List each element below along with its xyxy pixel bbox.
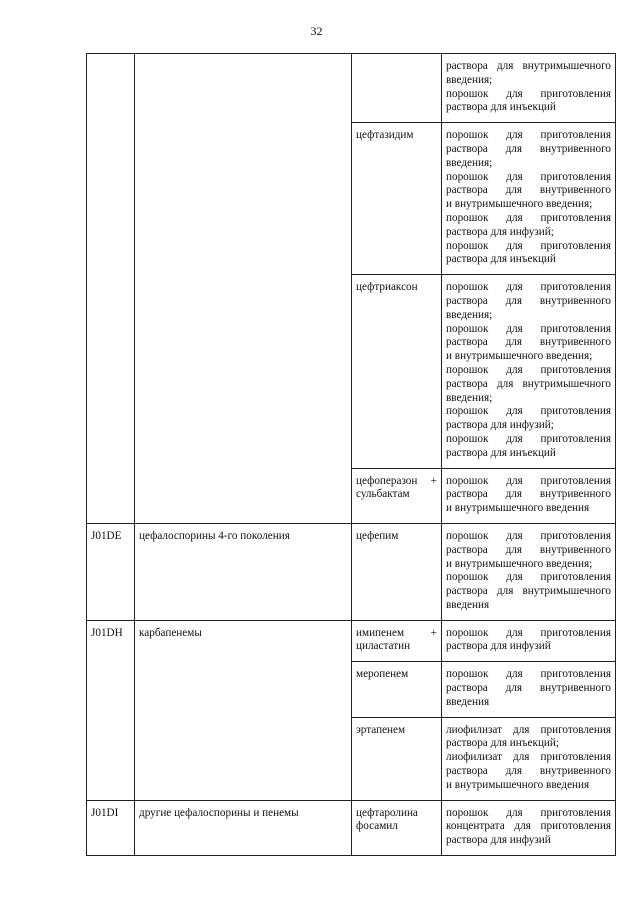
table-row <box>87 523 616 620</box>
drug-name: меропенем <box>356 668 409 681</box>
drug-name-cell <box>352 275 442 468</box>
dosage-form-line: раствора для инъекций <box>446 253 556 266</box>
dosage-form-line: порошок для приготовления <box>446 281 611 294</box>
table-row <box>87 54 616 123</box>
dosage-form-line: введения; <box>446 391 493 404</box>
dosage-form-line: порошок для приготовления <box>446 405 611 418</box>
dosage-form-cell <box>442 468 616 523</box>
drug-name-cell <box>352 523 442 620</box>
dosage-form-line: раствора для внутривенного <box>446 336 611 349</box>
dosage-form-line: порошок для приготовления <box>446 170 611 183</box>
dosage-form-line: введения; <box>446 156 493 169</box>
dosage-form-line: раствора для внутримышечного <box>446 377 611 390</box>
dosage-form-line: раствора для внутримышечного <box>446 60 611 72</box>
dosage-form-line: раствора для внутривенного <box>446 543 611 556</box>
group-name-cell <box>135 54 352 524</box>
dosage-form-line: лиофилизат для приготовления <box>446 751 611 764</box>
dosage-form-line: лиофилизат для приготовления <box>446 723 611 736</box>
dosage-form-line: раствора для инъекций <box>446 446 556 459</box>
drug-name-cell <box>352 662 442 717</box>
dosage-form-line: и внутримышечного введения <box>446 778 590 791</box>
dosage-form-list <box>446 804 611 848</box>
dosage-form-line: введения <box>446 598 490 611</box>
dosage-form-line: и внутримышечного введения; <box>446 557 593 570</box>
drug-name: цефоперазон + сульбактам <box>356 474 437 501</box>
drug-name: цефепим <box>356 529 399 542</box>
table-row <box>87 620 616 662</box>
drug-name <box>356 57 437 60</box>
dosage-form-cell <box>442 523 616 620</box>
dosage-form-cell <box>442 662 616 717</box>
dosage-form-list <box>446 665 611 709</box>
dosage-form-line: порошок для приготовления <box>446 806 611 819</box>
dosage-form-list <box>446 126 611 267</box>
dosage-form-line: раствора для внутривенного <box>446 184 611 197</box>
drug-name: имипенем + циластатин <box>356 626 437 653</box>
dosage-form-line: порошок для приготовления <box>446 363 611 376</box>
dosage-form-line: раствора для инфузий <box>446 834 551 847</box>
drug-name-cell <box>352 468 442 523</box>
dosage-form-line: раствора для внутривенного <box>446 142 611 155</box>
drug-name: цефтаролина фосамил <box>356 806 418 833</box>
drug-table <box>86 53 616 856</box>
dosage-form-list <box>446 624 611 655</box>
table-row <box>87 800 616 855</box>
dosage-form-line: порошок для приготовления <box>446 239 611 252</box>
dosage-form-line: введения <box>446 695 490 708</box>
dosage-form-line: раствора для внутривенного <box>446 765 611 778</box>
dosage-form-list <box>446 721 611 793</box>
dosage-form-line: раствора для инфузий <box>446 640 551 653</box>
atc-code-cell: J01DE <box>87 523 135 620</box>
drug-name-cell <box>352 800 442 855</box>
page-number: 32 <box>310 24 323 38</box>
dosage-form-line: раствора для инфузий; <box>446 225 554 238</box>
dosage-form-line: и внутримышечного введения <box>446 502 590 515</box>
dosage-form-line: порошок для приготовления <box>446 626 611 639</box>
dosage-form-line: введения; <box>446 308 493 321</box>
drug-name-cell <box>352 620 442 662</box>
dosage-form-line: порошок для приготовления <box>446 571 611 584</box>
dosage-form-list <box>446 527 611 613</box>
dosage-form-list <box>446 57 611 115</box>
dosage-form-cell <box>442 717 616 800</box>
dosage-form-cell <box>442 275 616 468</box>
dosage-form-line: порошок для приготовления <box>446 87 611 100</box>
drug-name: эртапенем <box>356 723 406 736</box>
dosage-form-line: порошок для приготовления <box>446 668 611 681</box>
dosage-form-cell <box>442 54 616 123</box>
atc-code-cell: J01DH <box>87 620 135 800</box>
dosage-form-cell <box>442 620 616 662</box>
drug-name: цефтазидим <box>356 129 414 142</box>
group-name-cell: цефалоспорины 4-го поколения <box>135 523 352 620</box>
dosage-form-line: порошок для приготовления <box>446 322 611 335</box>
dosage-form-line: раствора для внутривенного <box>446 294 611 307</box>
dosage-form-cell <box>442 800 616 855</box>
drug-name-cell <box>352 123 442 275</box>
dosage-form-line: раствора для инъекций; <box>446 737 560 750</box>
dosage-form-line: и внутримышечного введения; <box>446 350 593 363</box>
dosage-form-line: порошок для приготовления <box>446 474 611 487</box>
group-name-cell: другие цефалоспорины и пенемы <box>135 800 352 855</box>
atc-code-cell <box>87 54 135 524</box>
dosage-form-line: раствора для внутривенного <box>446 682 611 695</box>
drug-name: цефтриаксон <box>356 281 418 294</box>
dosage-form-line: и внутримышечного введения; <box>446 198 593 211</box>
dosage-form-line: раствора для инъекций <box>446 101 556 114</box>
atc-code-cell: J01DI <box>87 800 135 855</box>
dosage-form-line: введения; <box>446 73 493 86</box>
dosage-form-list <box>446 472 611 516</box>
drug-name-cell <box>352 717 442 800</box>
dosage-form-line: порошок для приготовления <box>446 432 611 445</box>
dosage-form-cell <box>442 123 616 275</box>
dosage-form-line: порошок для приготовления <box>446 211 611 224</box>
dosage-form-line: раствора для инфузий; <box>446 419 554 432</box>
dosage-form-line: раствора для внутривенного <box>446 488 611 501</box>
dosage-form-line: порошок для приготовления <box>446 129 611 142</box>
dosage-form-line: порошок для приготовления <box>446 529 611 542</box>
group-name-cell: карбапенемы <box>135 620 352 800</box>
drug-name-cell <box>352 54 442 123</box>
dosage-form-list <box>446 278 611 460</box>
dosage-form-line: раствора для внутримышечного <box>446 585 611 598</box>
dosage-form-line: концентрата для приготовления <box>446 820 611 833</box>
